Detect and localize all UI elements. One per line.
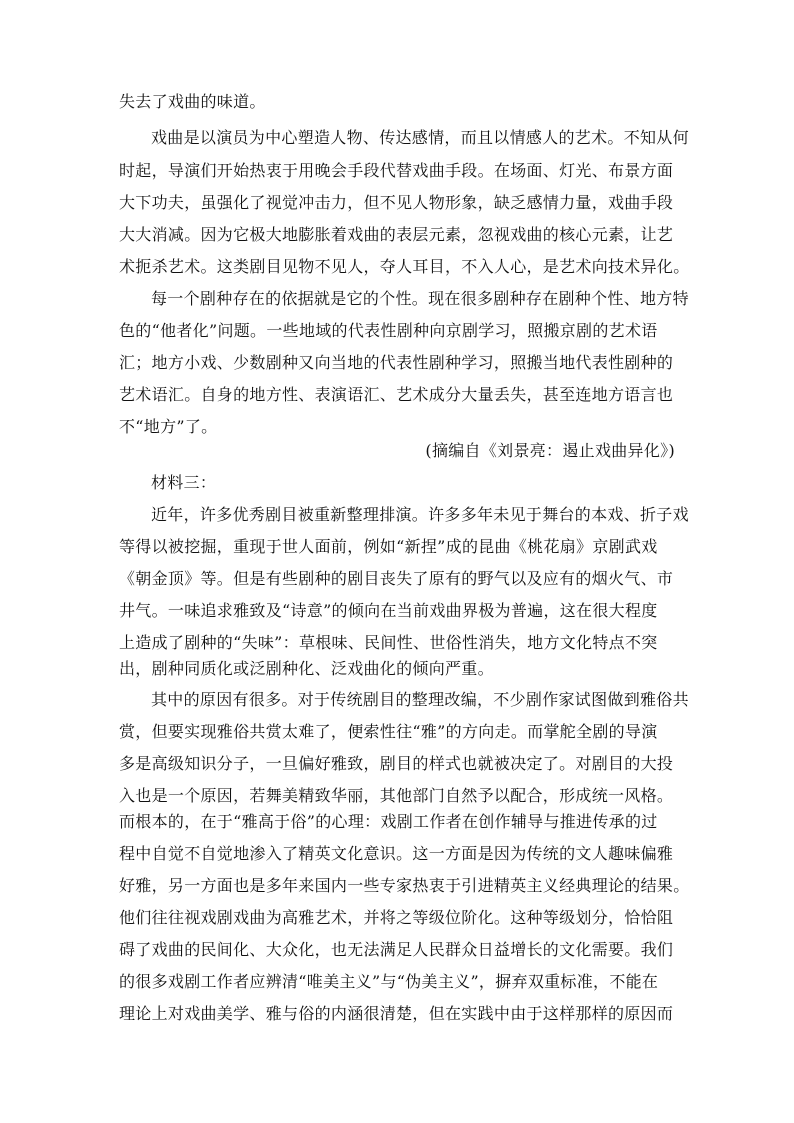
text-line: 时起，导演们开始热衷于用晚会手段代替戏曲手段。在场面、灯光、布景方面 <box>119 161 674 180</box>
text-line: 近年，许多优秀剧目被重新整理排演。许多多年未见于舞台的本戏、折子戏 <box>151 505 689 524</box>
text-line: 《朝金顶》等。但是有些剧种的剧目丧失了原有的野气以及应有的烟火气、市 <box>119 569 674 588</box>
text-line: 戏曲是以演员为中心塑造人物、传达感情，而且以情感人的艺术。不知从何 <box>151 128 689 147</box>
text-line: 出，剧种同质化或泛剧种化、泛戏曲化的倾向严重。 <box>119 659 494 678</box>
text-line: 失去了戏曲的味道。 <box>119 92 266 111</box>
text-line: 碍了戏曲的民间化、大众化，也无法满足人民群众日益增长的文化需要。我们 <box>119 940 674 959</box>
text-line: 艺术语汇。自身的地方性、表演语汇、艺术成分大量丢失，甚至连地方语言也 <box>119 385 674 404</box>
text-line: 色的“他者化”问题。一些地域的代表性剧种向京剧学习，照搬京剧的艺术语 <box>119 321 658 340</box>
text-line: 多是高级知识分子，一旦偏好雅致，剧目的样式也就被决定了。对剧目的大投 <box>119 754 674 773</box>
text-line: 井气。一味追求雅致及“诗意”的倾向在当前戏曲界极为普遍，这在很大程度 <box>119 601 658 620</box>
text-line: 他们往往视戏剧戏曲为高雅艺术，并将之等级位阶化。这种等级划分，恰恰阻 <box>119 908 674 927</box>
text-line: 程中自觉不自觉地渗入了精英文化意识。这一方面是因为传统的文人趣味偏雅 <box>119 844 674 863</box>
source-citation: (摘编自《刘景亮：遏止戏曲异化》) <box>425 441 675 460</box>
text-line: 其中的原因有很多。对于传统剧目的整理改编，不少剧作家试图做到雅俗共 <box>151 690 689 709</box>
text-line: 每一个剧种存在的依据就是它的个性。现在很多剧种存在剧种个性、地方特 <box>151 289 689 308</box>
text-line: 理论上对戏曲美学、雅与俗的内涵很清楚，但在实践中由于这样那样的原因而 <box>119 1004 674 1023</box>
text-line: 不“地方”了。 <box>119 417 218 436</box>
text-line: 术扼杀艺术。这类剧目见物不见人，夺人耳目，不入人心，是艺术向技术异化。 <box>119 257 690 276</box>
text-line: 等得以被挖掘，重现于世人面前，例如“新捏”成的昆曲《桃花扇》京剧武戏 <box>119 537 658 556</box>
text-line: 入也是一个原因，若舞美精致华丽，其他部门自然予以配合，形成统一风格。 <box>119 786 674 805</box>
text-line: 好雅，另一方面也是多年来国内一些专家热衷于引进精英主义经典理论的结果。 <box>119 876 690 895</box>
text-line: 而根本的，在于“雅高于俗”的心理：戏剧工作者在创作辅导与推进传承的过 <box>119 812 658 831</box>
text-line: 赏，但要实现雅俗共赏太难了，便索性往“雅”的方向走。而掌舵全剧的导演 <box>119 722 658 741</box>
text-line: 上造成了剧种的“失味”：草根味、民间性、世俗性消失，地方文化特点不突 <box>119 633 658 652</box>
text-line: 的很多戏剧工作者应辨清“唯美主义”与“伪美主义”，摒弃双重标准，不能在 <box>119 972 659 991</box>
text-line: 大下功夫，虽强化了视觉冲击力，但不见人物形象，缺乏感情力量，戏曲手段 <box>119 193 674 212</box>
section-heading: 材料三： <box>151 473 217 492</box>
text-line: 汇；地方小戏、少数剧种又向当地的代表性剧种学习，照搬当地代表性剧种的 <box>119 353 674 372</box>
text-line: 大大消减。因为它极大地膨胀着戏曲的表层元素，忽视戏曲的核心元素，让艺 <box>119 225 674 244</box>
